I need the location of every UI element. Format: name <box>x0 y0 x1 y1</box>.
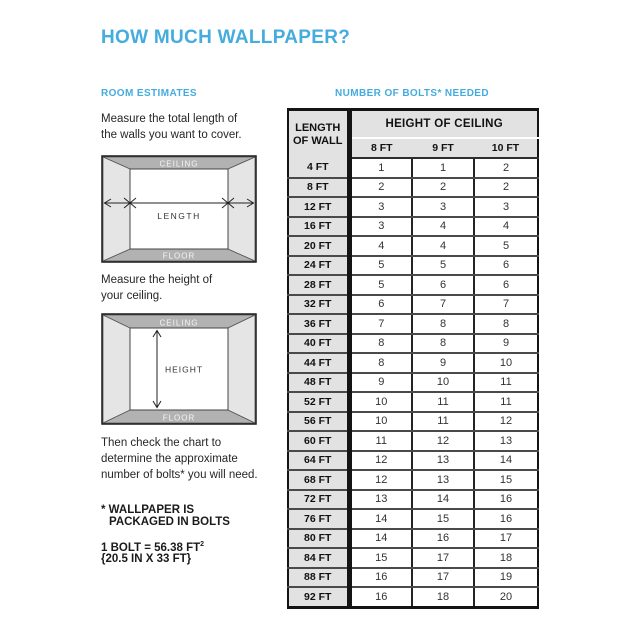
bolts-value: 15 <box>474 470 538 490</box>
bolts-value: 9 <box>474 334 538 354</box>
bolts-value: 20 <box>474 587 538 607</box>
height-label: HEIGHT <box>165 364 204 375</box>
length-label: LENGTH <box>157 211 201 221</box>
bolts-value: 7 <box>412 295 474 315</box>
row-length-label: 68 FT <box>288 470 349 490</box>
bolts-value: 8 <box>412 314 474 334</box>
text-line: Measure the height of <box>101 274 213 286</box>
bolts-value: 4 <box>412 236 474 256</box>
table-row <box>288 412 538 432</box>
text-line: LENGTH <box>295 121 341 134</box>
bolts-value: 3 <box>474 197 538 217</box>
table-row <box>288 197 538 217</box>
bolts-value: 18 <box>474 548 538 568</box>
bolts-value: 2 <box>474 158 538 178</box>
bolts-value: 4 <box>349 236 412 256</box>
row-length-label: 88 FT <box>288 568 349 588</box>
bolts-value: 2 <box>474 178 538 198</box>
row-length-label: 64 FT <box>288 451 349 471</box>
text-line: * WALLPAPER IS <box>101 504 195 516</box>
bolts-value: 6 <box>412 275 474 295</box>
bolts-value: 15 <box>412 509 474 529</box>
bolts-value: 11 <box>412 412 474 432</box>
room-length-diagram <box>101 155 257 263</box>
bolts-value: 2 <box>412 178 474 198</box>
bolts-value: 8 <box>349 353 412 373</box>
bolts-value: 10 <box>474 353 538 373</box>
text-line: the walls you want to cover. <box>101 129 242 141</box>
table-row <box>288 217 538 237</box>
bolts-value: 8 <box>349 334 412 354</box>
text-line <box>101 539 204 554</box>
bolts-table-body <box>288 158 538 607</box>
table-row <box>288 178 538 198</box>
left-wall <box>103 157 130 261</box>
table-row <box>288 548 538 568</box>
floor-label: FLOOR <box>162 413 196 423</box>
table-row <box>288 353 538 373</box>
table-row <box>288 256 538 276</box>
superscript-2: 2 <box>200 541 205 548</box>
bolts-value: 14 <box>349 509 412 529</box>
footnote-bolts <box>101 505 230 528</box>
bolts-table-header <box>288 110 538 159</box>
table-row <box>288 314 538 334</box>
bolts-value: 14 <box>412 490 474 510</box>
table-row <box>288 275 538 295</box>
table-row <box>288 334 538 354</box>
bolts-value: 6 <box>474 256 538 276</box>
row-length-label: 80 FT <box>288 529 349 549</box>
table-row <box>288 158 538 178</box>
footnote-bolt-size <box>101 539 204 566</box>
table-row <box>288 373 538 393</box>
table-row <box>288 529 538 549</box>
text-line: OF WALL <box>293 134 343 147</box>
bolts-value: 14 <box>474 451 538 471</box>
left-wall <box>103 315 130 423</box>
bolts-value: 11 <box>349 431 412 451</box>
bolts-value: 10 <box>412 373 474 393</box>
bolts-value: 1 <box>349 158 412 178</box>
table-row <box>288 470 538 490</box>
bolts-value: 12 <box>412 431 474 451</box>
room-height-diagram <box>101 313 257 425</box>
bolt-size-text: 1 BOLT = 56.38 FT <box>101 541 201 554</box>
bolts-value: 16 <box>474 509 538 529</box>
bolts-table <box>287 108 539 609</box>
row-length-label: 56 FT <box>288 412 349 432</box>
table-row <box>288 451 538 471</box>
table-row <box>288 568 538 588</box>
bolts-value: 15 <box>349 548 412 568</box>
bolts-value: 13 <box>412 451 474 471</box>
table-row <box>288 392 538 412</box>
bolts-value: 10 <box>349 392 412 412</box>
bolts-value: 14 <box>349 529 412 549</box>
bolts-table-container <box>287 108 539 609</box>
bolts-value: 17 <box>474 529 538 549</box>
ceiling-label: CEILING <box>159 318 199 328</box>
row-length-label: 40 FT <box>288 334 349 354</box>
table-row <box>288 236 538 256</box>
bolts-value: 16 <box>412 529 474 549</box>
bolts-value: 19 <box>474 568 538 588</box>
bolts-value: 7 <box>349 314 412 334</box>
right-wall <box>228 157 255 261</box>
row-length-label: 24 FT <box>288 256 349 276</box>
bolts-value: 10 <box>349 412 412 432</box>
text-line: Then check the chart to <box>101 437 222 449</box>
text-line: {20.5 IN X 33 FT} <box>101 553 192 566</box>
col-header-8ft: 8 FT <box>349 138 412 158</box>
text-line: your ceiling. <box>101 290 163 302</box>
bolts-value: 13 <box>349 490 412 510</box>
bolts-value: 12 <box>349 451 412 471</box>
bolts-value: 16 <box>474 490 538 510</box>
room-estimates-heading: ROOM ESTIMATES <box>101 88 197 99</box>
row-length-label: 44 FT <box>288 353 349 373</box>
bolts-value: 12 <box>349 470 412 490</box>
row-length-label: 76 FT <box>288 509 349 529</box>
back-wall <box>130 169 228 249</box>
bolts-value: 9 <box>412 353 474 373</box>
table-row <box>288 509 538 529</box>
bolts-value: 8 <box>474 314 538 334</box>
bolts-value: 3 <box>349 217 412 237</box>
bolts-value: 11 <box>474 373 538 393</box>
bolts-value: 13 <box>412 470 474 490</box>
row-length-label: 8 FT <box>288 178 349 198</box>
bolts-value: 4 <box>474 217 538 237</box>
bolts-value: 13 <box>474 431 538 451</box>
bolts-value: 3 <box>412 197 474 217</box>
row-length-label: 72 FT <box>288 490 349 510</box>
bolts-value: 16 <box>349 587 412 607</box>
text-line: Measure the total length of <box>101 113 238 125</box>
bolts-value: 2 <box>349 178 412 198</box>
row-length-label: 12 FT <box>288 197 349 217</box>
row-length-label: 32 FT <box>288 295 349 315</box>
right-wall <box>228 315 255 423</box>
row-length-label: 60 FT <box>288 431 349 451</box>
row-length-label: 48 FT <box>288 373 349 393</box>
bolts-value: 6 <box>474 275 538 295</box>
text-line: determine the approximate <box>101 453 238 465</box>
bolts-value: 11 <box>474 392 538 412</box>
bolts-value: 1 <box>412 158 474 178</box>
bolts-value: 5 <box>412 256 474 276</box>
bolts-value: 6 <box>349 295 412 315</box>
bolts-value: 7 <box>474 295 538 315</box>
instruction-measure-height <box>101 272 212 304</box>
row-length-label: 84 FT <box>288 548 349 568</box>
col-header-length-of-wall <box>288 110 349 159</box>
floor-label: FLOOR <box>162 251 196 261</box>
row-length-label: 16 FT <box>288 217 349 237</box>
bolts-value: 16 <box>349 568 412 588</box>
bolts-value: 5 <box>349 275 412 295</box>
bolts-value: 9 <box>349 373 412 393</box>
bolts-value: 5 <box>349 256 412 276</box>
row-length-label: 36 FT <box>288 314 349 334</box>
bolts-needed-heading: NUMBER OF BOLTS* NEEDED <box>334 88 490 99</box>
row-length-label: 52 FT <box>288 392 349 412</box>
row-length-label: 20 FT <box>288 236 349 256</box>
bolts-value: 12 <box>474 412 538 432</box>
bolts-value: 5 <box>474 236 538 256</box>
text-line: PACKAGED IN BOLTS <box>109 515 230 528</box>
bolts-value: 18 <box>412 587 474 607</box>
row-length-label: 92 FT <box>288 587 349 607</box>
table-row <box>288 490 538 510</box>
bolts-value: 17 <box>412 568 474 588</box>
instruction-check-chart <box>101 435 258 483</box>
bolts-value: 4 <box>412 217 474 237</box>
col-header-10ft: 10 FT <box>474 138 538 158</box>
col-group-header-height-of-ceiling: HEIGHT OF CEILING <box>349 110 538 139</box>
instruction-measure-length <box>101 111 242 143</box>
bolts-value: 11 <box>412 392 474 412</box>
row-length-label: 4 FT <box>288 158 349 178</box>
text-line: number of bolts* you will need. <box>101 469 258 481</box>
ceiling-label: CEILING <box>159 159 199 169</box>
table-row <box>288 431 538 451</box>
bolts-value: 8 <box>412 334 474 354</box>
bolts-value: 17 <box>412 548 474 568</box>
col-header-9ft: 9 FT <box>412 138 474 158</box>
bolts-value: 3 <box>349 197 412 217</box>
table-row <box>288 295 538 315</box>
table-row <box>288 587 538 607</box>
page-title: HOW MUCH WALLPAPER? <box>101 27 351 48</box>
row-length-label: 28 FT <box>288 275 349 295</box>
